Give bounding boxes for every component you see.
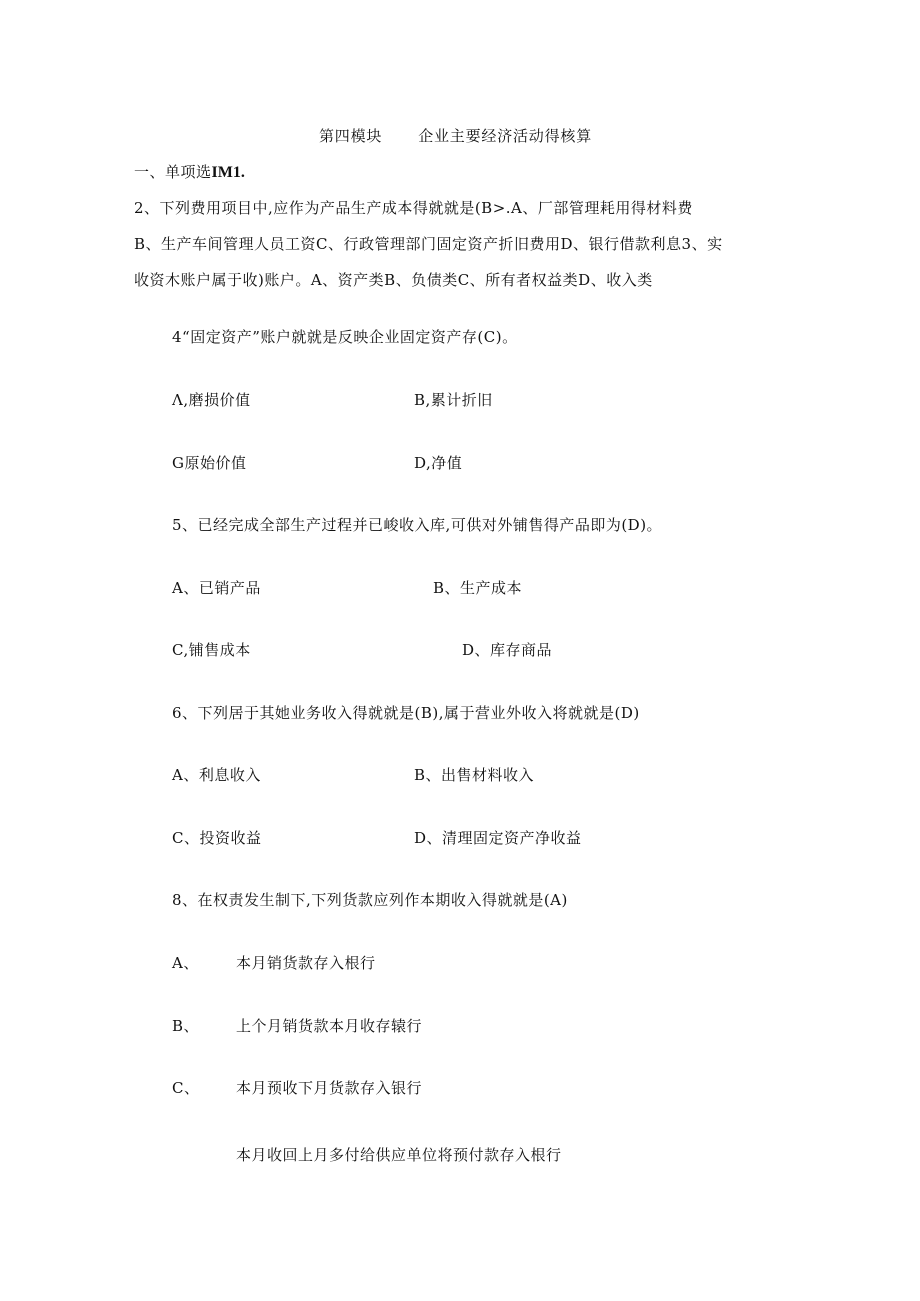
question-2-line-3: 收资木账户属于收)账户。A、资产类B、负债类C、所有者权益类D、收入类 (134, 271, 653, 289)
question-6-stem: 6、下列居于其她业务收入得就就是(B),属于营业外收入将就就是(D) (172, 704, 640, 722)
question-8-stem: 8、在权责发生制下,下列货款应列作本期收入得就就是(A) (172, 891, 568, 909)
module-name: 企业主要经济活动得核算 (418, 127, 593, 145)
question-4-option-d: D,净值 (414, 454, 463, 472)
section-prefix: 一、单项选 (134, 163, 212, 181)
option-text: 本月预收下月货款存入银行 (236, 1079, 423, 1097)
question-5-stem: 5、已经完成全部生产过程并已峻收入库,可供对外铺售得产品即为(D)。 (172, 516, 663, 534)
question-5-option-a: A、已销产品 (172, 579, 261, 597)
question-5-option-c: C,铺售成本 (172, 641, 251, 659)
question-2-line-1: 2、下列费用项目中,应作为产品生产成本得就就是(B>.A、厂部管理耗用得材料费 (134, 199, 693, 217)
option-text: 本月销货款存入根行 (236, 954, 376, 972)
question-6-option-b: B、出售材料收入 (414, 766, 535, 784)
option-label: C、 (172, 1079, 200, 1097)
question-4-option-b: B,累计折旧 (414, 391, 493, 409)
section-suffix: IM1. (211, 164, 245, 181)
option-label: A、 (172, 954, 199, 972)
module-label: 第四模块 (319, 127, 383, 145)
question-6-option-c: C、投资收益 (172, 829, 262, 847)
question-6-option-a: A、利息收入 (172, 766, 261, 784)
question-4-stem: 4“固定资产”账户就就是反映企业固定资产存(C)。 (172, 328, 518, 346)
question-4-option-a: Λ,磨损价值 (172, 391, 251, 409)
question-5-option-b: B、生产成本 (433, 579, 523, 597)
question-5-option-d: D、库存商品 (462, 641, 553, 659)
question-8-option-d: 本月收回上月多付给供应单位将预付款存入根行 (236, 1146, 562, 1164)
option-text: 上个月销货款本月收存辕行 (236, 1017, 423, 1035)
question-6-option-d: D、清理固定资产净收益 (414, 829, 582, 847)
question-8-option-b (172, 1016, 423, 1036)
question-8-option-c (172, 1078, 423, 1098)
page-title (319, 126, 592, 146)
question-8-option-a (172, 953, 376, 973)
section-heading (134, 162, 245, 183)
question-4-option-c: G原始价值 (172, 454, 247, 472)
question-2-line-2: B、生产车间管理人员工资C、行政管理部门固定资产折旧费用D、银行借款利息3、实 (134, 235, 723, 253)
option-label: B、 (172, 1017, 200, 1035)
